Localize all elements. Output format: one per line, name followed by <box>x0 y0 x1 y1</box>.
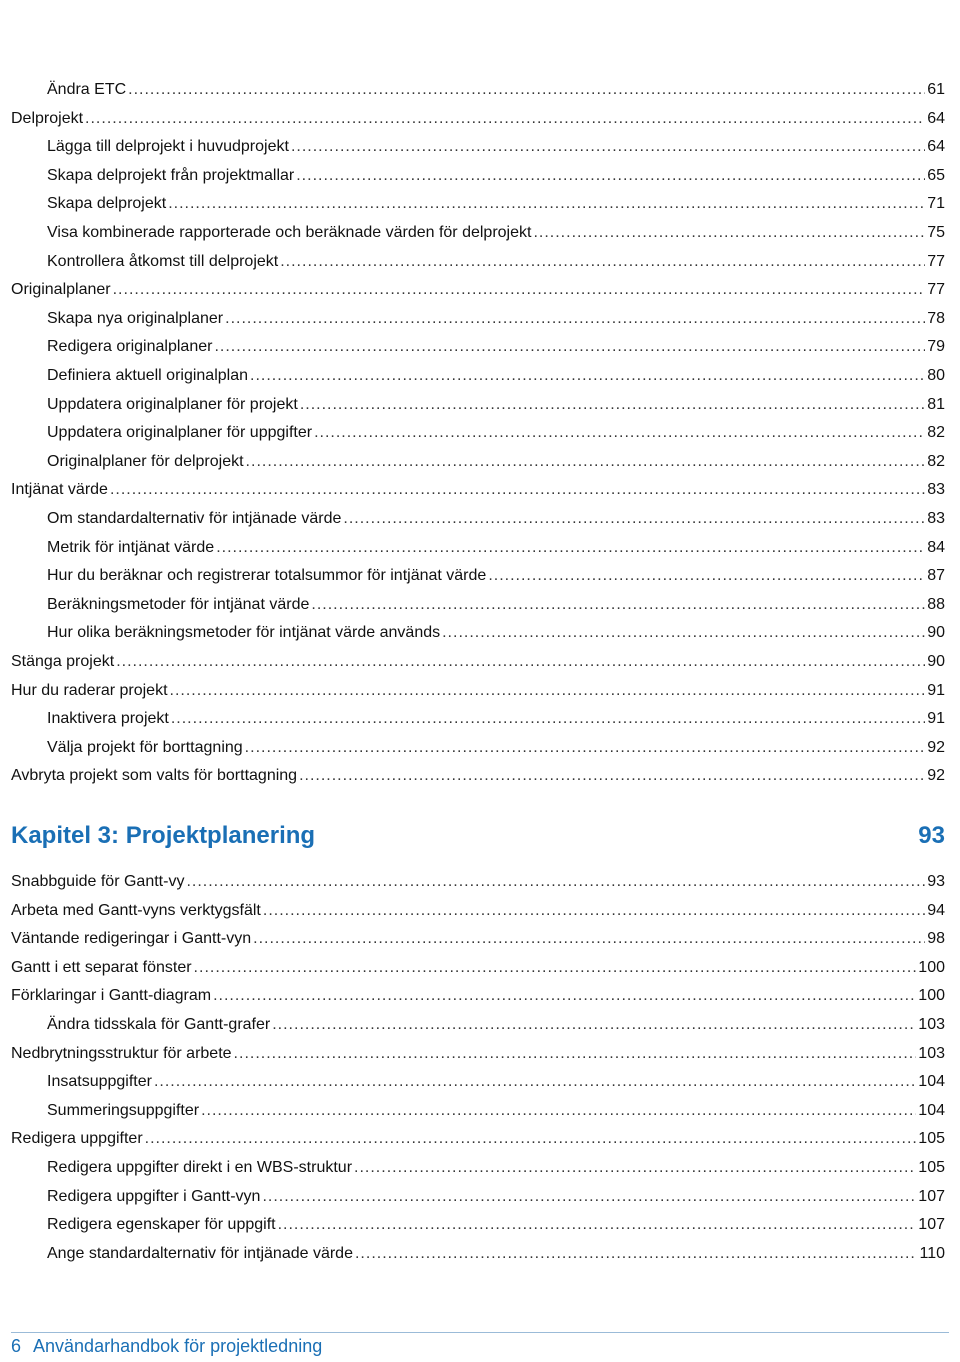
toc-entry-page: 91 <box>927 710 945 728</box>
toc-leader-dots <box>201 1097 916 1125</box>
toc-entry-page: 92 <box>927 767 945 785</box>
toc-leader-dots <box>116 648 925 676</box>
toc-entry-label: Avbryta projekt som valts för borttagning <box>11 767 298 785</box>
toc-entry-page: 83 <box>927 481 945 499</box>
footer-page-number: 6 <box>11 1336 22 1356</box>
toc-leader-dots <box>246 448 926 476</box>
toc-leader-dots <box>170 677 926 705</box>
toc-entry-label: Delprojekt <box>11 109 84 127</box>
toc-entry[interactable] <box>11 1125 945 1153</box>
toc-entry-label: Uppdatera originalplaner för projekt <box>47 395 298 413</box>
toc-entry-page: 110 <box>919 1244 945 1262</box>
toc-entry[interactable] <box>11 762 945 790</box>
toc-entry[interactable] <box>11 1040 945 1068</box>
toc-entry-label: Hur du beräknar och registrerar totalsummor för intjänat värde <box>47 567 487 585</box>
toc-leader-dots <box>355 1240 918 1268</box>
toc-entry-page: 64 <box>927 109 945 127</box>
toc-leader-dots <box>216 534 925 562</box>
toc-leader-dots <box>343 505 925 533</box>
toc-entry[interactable] <box>47 133 945 161</box>
toc-entry-page: 61 <box>927 81 945 98</box>
toc-entry[interactable] <box>47 734 945 762</box>
toc-entry-label: Hur du raderar projekt <box>11 681 168 699</box>
toc-entry-page: 82 <box>927 452 945 470</box>
toc-leader-dots <box>262 1183 916 1211</box>
toc-leader-dots <box>194 954 917 982</box>
toc-entry-label: Snabbguide för Gantt-vy <box>11 873 185 890</box>
toc-entry[interactable] <box>47 1068 945 1096</box>
toc-entry-page: 90 <box>927 653 945 670</box>
toc-entry[interactable] <box>47 1240 945 1268</box>
toc-entry-page: 105 <box>918 1159 945 1176</box>
toc-entry-page: 75 <box>927 224 945 241</box>
toc-entry-label: Förklaringar i Gantt-diagram <box>11 987 212 1005</box>
toc-entry-label: Skapa delprojekt från projektmallar <box>47 166 295 184</box>
toc-entry-page: 94 <box>927 901 945 919</box>
toc-entry-label: Ändra ETC <box>47 81 127 98</box>
toc-entry[interactable] <box>11 677 945 705</box>
toc-entry-label: Insatsuppgifter <box>47 1073 152 1091</box>
toc-leader-dots <box>234 1040 917 1068</box>
toc-entry-page: 104 <box>918 1073 945 1091</box>
toc-entry-page: 100 <box>918 958 945 976</box>
toc-entry-page: 91 <box>927 681 945 699</box>
toc-entry-label: Definiera aktuell originalplan <box>47 367 249 384</box>
chapter-title: Kapitel 3: Projektplanering <box>11 822 316 849</box>
toc-entry-label: Lägga till delprojekt i huvudprojekt <box>47 138 289 156</box>
toc-leader-dots <box>263 897 925 925</box>
toc-leader-dots <box>488 562 925 590</box>
toc-entry[interactable] <box>47 219 945 247</box>
toc-entry-label: Originalplaner <box>11 281 111 299</box>
toc-entry[interactable] <box>47 448 945 476</box>
toc-leader-dots <box>300 391 925 419</box>
toc-entry-label: Redigera originalplaner <box>47 338 213 356</box>
toc-entry-page: 87 <box>927 567 945 585</box>
toc-entry[interactable] <box>11 476 945 504</box>
toc-entry-page: 104 <box>918 1101 945 1119</box>
toc-entry[interactable] <box>47 333 945 361</box>
toc-entry[interactable] <box>11 925 945 953</box>
toc-entry-page: 92 <box>927 738 945 756</box>
toc-entry-label: Hur olika beräkningsmetoder för intjänat värde används <box>47 624 441 642</box>
footer-divider <box>11 1332 949 1333</box>
toc-entry[interactable] <box>47 505 945 533</box>
toc-entry-label: Redigera uppgifter <box>11 1130 143 1148</box>
toc-leader-dots <box>154 1068 916 1096</box>
toc-entry[interactable] <box>47 305 945 333</box>
toc-entry-label: Stänga projekt <box>11 653 115 670</box>
toc-leader-dots <box>299 762 925 790</box>
toc-leader-dots <box>186 868 925 896</box>
toc-entry-page: 103 <box>918 1044 945 1062</box>
toc-entry-label: Skapa delprojekt <box>47 195 167 213</box>
toc-entry-label: Om standardalternativ för intjänade värde <box>47 510 342 527</box>
toc-leader-dots <box>280 248 925 276</box>
toc-entry[interactable] <box>47 591 945 619</box>
toc-entry-label: Ange standardalternativ för intjänade värde <box>47 1244 353 1262</box>
toc-entry-label: Metrik för intjänat värde <box>47 538 215 556</box>
toc-leader-dots <box>168 190 925 218</box>
toc-leader-dots <box>225 305 925 333</box>
toc-entry-page: 77 <box>927 252 945 270</box>
toc-leader-dots <box>442 619 925 647</box>
toc-entry[interactable] <box>47 534 945 562</box>
toc-entry[interactable] <box>47 162 945 190</box>
toc-entry-label: Originalplaner för delprojekt <box>47 452 244 470</box>
toc-entry-label: Visa kombinerade rapporterade och beräknade värden för delprojekt <box>47 224 532 241</box>
toc-entry[interactable] <box>47 248 945 276</box>
toc-entry[interactable] <box>47 619 945 647</box>
toc-entry-page: 93 <box>927 873 945 890</box>
toc-entry-label: Skapa nya originalplaner <box>47 309 224 327</box>
toc-entry-label: Arbeta med Gantt-vyns verktygsfält <box>11 901 261 919</box>
chapter-page: 93 <box>918 822 945 849</box>
toc-entry[interactable] <box>47 190 945 218</box>
toc-entry[interactable] <box>47 562 945 590</box>
toc-entry-page: 65 <box>927 166 945 184</box>
toc-entry[interactable] <box>11 954 945 982</box>
toc-entry-page: 107 <box>918 1187 945 1205</box>
toc-entry[interactable] <box>47 362 945 390</box>
toc-entry-page: 90 <box>927 624 945 642</box>
toc-leader-dots <box>278 1211 917 1239</box>
toc-entry[interactable] <box>47 1183 945 1211</box>
toc-entry-page: 107 <box>918 1216 945 1234</box>
toc-entry-label: Gantt i ett separat fönster <box>11 958 192 976</box>
toc-entry-label: Uppdatera originalplaner för uppgifter <box>47 424 313 442</box>
toc-leader-dots <box>145 1125 917 1153</box>
toc-entry-page: 83 <box>927 510 945 527</box>
toc-entry-label: Summeringsuppgifter <box>47 1101 200 1119</box>
toc-entry-page: 80 <box>927 367 945 384</box>
toc-leader-dots <box>291 133 925 161</box>
toc-entry-label: Välja projekt för borttagning <box>47 738 243 756</box>
toc-entry-page: 82 <box>927 424 945 442</box>
toc-leader-dots <box>113 276 926 304</box>
toc-entry-label: Redigera uppgifter direkt i en WBS-struktur <box>47 1159 353 1176</box>
toc-entry[interactable] <box>47 1097 945 1125</box>
toc-leader-dots <box>296 162 925 190</box>
toc-leader-dots <box>250 362 925 390</box>
toc-entry[interactable] <box>47 76 945 104</box>
toc-entry-page: 105 <box>918 1130 945 1148</box>
toc-leader-dots <box>253 925 925 953</box>
toc-entry-page: 79 <box>927 338 945 356</box>
toc-entry-label: Intjänat värde <box>11 481 108 499</box>
toc-leader-dots <box>533 219 925 247</box>
toc-entry-page: 88 <box>927 595 945 613</box>
toc-entry[interactable] <box>11 648 945 676</box>
toc-entry[interactable] <box>11 868 945 896</box>
toc-entry[interactable] <box>47 1011 945 1039</box>
toc-entry-label: Beräkningsmetoder för intjänat värde <box>47 595 310 613</box>
toc-entry[interactable] <box>11 276 945 304</box>
toc-leader-dots <box>245 734 926 762</box>
toc-entry[interactable] <box>11 897 945 925</box>
toc-entry-page: 100 <box>918 987 945 1005</box>
toc-entry-label: Kontrollera åtkomst till delprojekt <box>47 252 279 270</box>
toc-leader-dots <box>354 1154 916 1182</box>
toc-entry-label: Nedbrytningsstruktur för arbete <box>11 1044 232 1062</box>
toc-leader-dots <box>110 476 925 504</box>
toc-leader-dots <box>213 982 916 1010</box>
toc-leader-dots <box>214 333 925 361</box>
page-footer <box>11 1336 322 1357</box>
toc-entry-page: 98 <box>927 930 945 948</box>
toc-entry-label: Ändra tidsskala för Gantt-grafer <box>47 1016 271 1033</box>
toc-leader-dots <box>272 1011 916 1039</box>
toc-entry-page: 84 <box>927 538 945 556</box>
toc-entry-label: Väntande redigeringar i Gantt-vyn <box>11 930 252 948</box>
toc-leader-dots <box>85 105 925 133</box>
toc-entry-label: Redigera egenskaper för uppgift <box>47 1216 276 1234</box>
chapter-heading[interactable] <box>11 822 945 862</box>
toc-entry[interactable] <box>47 391 945 419</box>
toc-leader-dots <box>311 591 925 619</box>
toc-entry-label: Inaktivera projekt <box>47 710 169 728</box>
toc-entry[interactable] <box>11 105 945 133</box>
toc-entry-page: 78 <box>927 309 945 327</box>
toc-entry[interactable] <box>47 419 945 447</box>
toc-entry-page: 71 <box>927 195 945 213</box>
toc-entry[interactable] <box>11 982 945 1010</box>
toc-leader-dots <box>314 419 925 447</box>
toc-entry-page: 77 <box>927 281 945 299</box>
toc-entry-page: 103 <box>918 1016 945 1033</box>
toc-entry[interactable] <box>47 1154 945 1182</box>
toc-entry-label: Redigera uppgifter i Gantt-vyn <box>47 1187 261 1205</box>
toc-entry[interactable] <box>47 1211 945 1239</box>
toc-leader-dots <box>128 76 925 104</box>
toc-entry-page: 64 <box>927 138 945 156</box>
toc-entry-page: 81 <box>927 395 945 413</box>
footer-title: Användarhandbok för projektledning <box>33 1336 323 1356</box>
toc-leader-dots <box>171 705 925 733</box>
toc-entry[interactable] <box>47 705 945 733</box>
